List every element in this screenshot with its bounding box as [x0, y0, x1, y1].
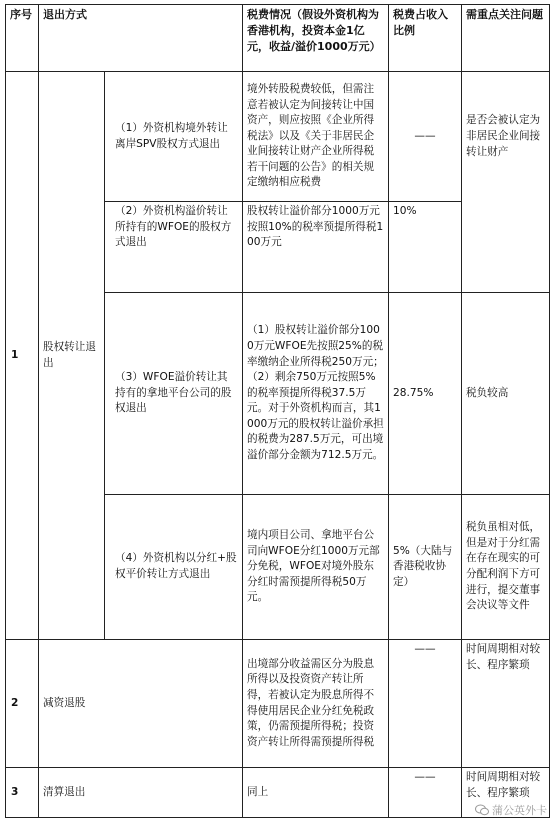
row-ratio: —— — [389, 768, 462, 818]
sub-method: （4）外资机构以分红+股权平价转让方式退出 — [105, 495, 243, 640]
sub-tax: 境外转股税费较低，但需注意若被认定为间接转让中国资产，则应按照《企业所得税法》以及《关于非居民企业间接转让财产企业所得税若干问题的公告》的相关规定缴纳相应税费 — [243, 72, 389, 202]
watermark — [475, 802, 547, 818]
header-issue: 需重点关注问题 — [462, 5, 550, 72]
row-ratio: —— — [389, 640, 462, 768]
header-row — [6, 5, 550, 72]
row-seq: 1 — [6, 72, 39, 640]
table-row — [6, 640, 550, 768]
sub-method: （2）外资机构溢价转让所持有的WFOE的股权方式退出 — [105, 202, 243, 293]
sub-issue: 税负虽相对低，但是对于分红需在存在现实的可分配利润下方可进行，提交董事会决议等文件 — [462, 495, 550, 640]
row-seq: 2 — [6, 640, 39, 768]
sub-method: （1）外资机构境外转让离岸SPV股权方式退出 — [105, 72, 243, 202]
sub-issue: 税负较高 — [462, 293, 550, 495]
tax-exit-table — [5, 4, 550, 818]
table-row — [6, 768, 550, 818]
row-tax: 出境部分收益需区分为股息所得以及投资资产转让所得，若被认定为股息所得不得使用居民企业分红免税政策，仍需预提所得税；投资资产转让所得需预提所得税 — [243, 640, 389, 768]
sub-tax: 境内项目公司、拿地平台公司向WFOE分红1000万元部分免税，WFOE对境外股东分红时需预提所得税50万元。 — [243, 495, 389, 640]
row-method: 清算退出 — [39, 768, 243, 818]
sub-tax: 股权转让溢价部分1000万元按照10%的税率预提所得税100万元 — [243, 202, 389, 293]
watermark-text: 蒲公英外卡 — [492, 804, 547, 817]
row-method: 股权转让退出 — [39, 72, 105, 640]
sub-issue: 是否会被认定为非居民企业间接转让财产 — [462, 72, 550, 202]
sub-issue — [462, 202, 550, 293]
header-seq: 序号 — [6, 5, 39, 72]
sub-ratio: —— — [389, 72, 462, 202]
sub-ratio: 5%（大陆与香港税收协定） — [389, 495, 462, 640]
sub-ratio: 10% — [389, 202, 462, 293]
row-method: 减资退股 — [39, 640, 243, 768]
wechat-icon — [475, 804, 489, 816]
row-seq: 3 — [6, 768, 39, 818]
sub-ratio: 28.75% — [389, 293, 462, 495]
table-row — [6, 72, 550, 202]
header-tax: 税费情况（假设外资机构为香港机构，投资本金1亿元，收益/溢价1000万元） — [243, 5, 389, 72]
tax-exit-table-document — [5, 4, 549, 818]
header-method: 退出方式 — [39, 5, 243, 72]
header-ratio: 税费占收入比例 — [389, 5, 462, 72]
row-issue: 时间周期相对较长、程序繁琐 — [462, 768, 550, 818]
row-issue: 时间周期相对较长、程序繁琐 — [462, 640, 550, 768]
sub-tax: （1）股权转让溢价部分1000万元WFOE先按照25%的税率缴纳企业所得税250万元；（2）剩余750万元按照5%的税率预提所得税37.5万元。对于外资机构而言，其1000万元的股权转让溢价承担的税费为287.5万元，可出境溢价部分金额为712.5万元。 — [243, 293, 389, 495]
sub-method: （3）WFOE溢价转让其持有的拿地平台公司的股权退出 — [105, 293, 243, 495]
row-tax: 同上 — [243, 768, 389, 818]
